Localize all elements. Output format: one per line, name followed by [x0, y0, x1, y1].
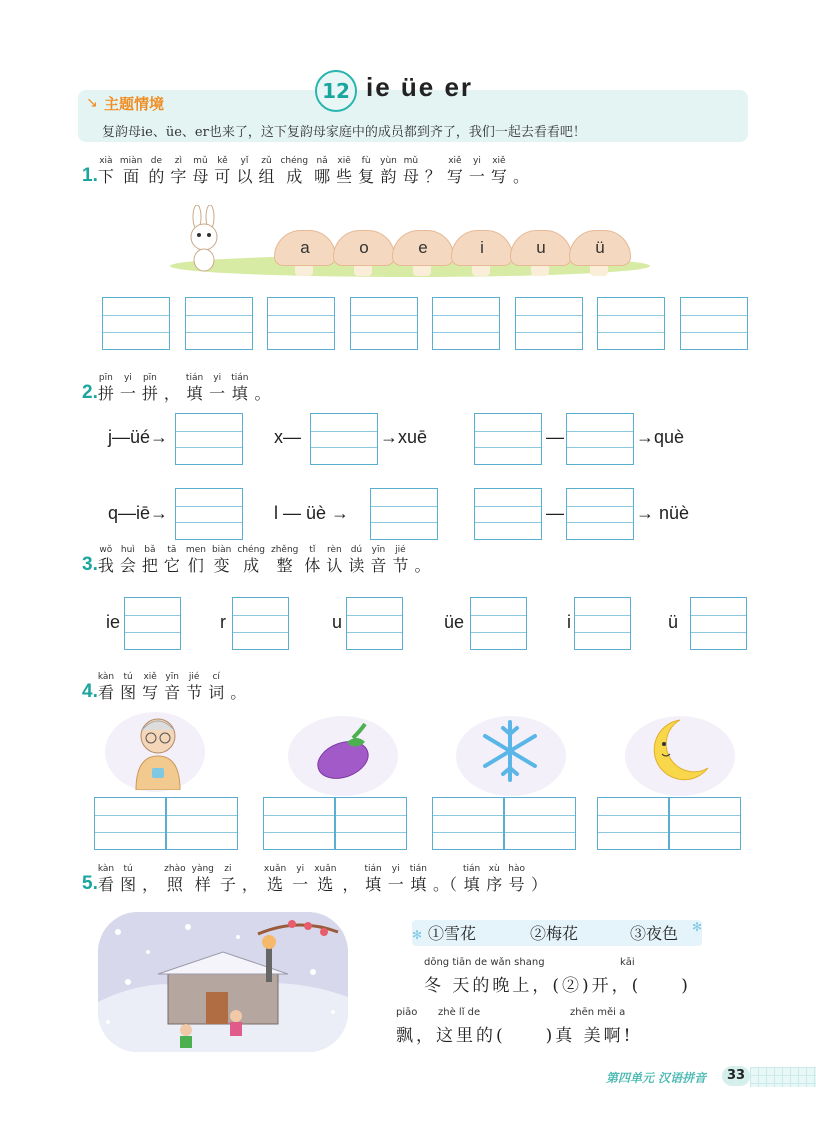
- char-pinyin: xù: [488, 864, 500, 874]
- char-pinyin: tú: [123, 864, 133, 874]
- char-hanzi: 拼: [141, 384, 158, 403]
- grandpa-icon: [128, 712, 188, 790]
- instruction-char: [230, 672, 246, 703]
- char-hanzi: 音: [370, 556, 387, 575]
- instruction-char: [231, 373, 248, 404]
- instruction-char: [370, 545, 386, 576]
- char-pinyin: yīn: [165, 672, 179, 682]
- char-hanzi: 我: [97, 556, 114, 575]
- q1-title: [82, 156, 535, 187]
- theme-label: 主题情境: [104, 95, 165, 113]
- eggplant-icon: [315, 722, 371, 782]
- char-pinyin: zǔ: [261, 156, 272, 166]
- char-pinyin: bǎ: [144, 545, 156, 555]
- char-hanzi: 一: [292, 875, 309, 894]
- q3-item-label: üe: [444, 612, 465, 632]
- char-pinyin: mǔ: [403, 156, 419, 166]
- option-plum-blossom: ②梅花: [530, 924, 579, 943]
- char-pinyin: wǒ: [99, 545, 113, 555]
- char-hanzi: 组: [258, 167, 275, 186]
- char-hanzi: 照: [166, 875, 183, 894]
- q3-item-label: ie: [106, 612, 121, 632]
- instruction-char: [336, 156, 352, 187]
- q1-answer-box[interactable]: [680, 297, 748, 350]
- char-hanzi: 读: [348, 556, 365, 575]
- char-pinyin: zì: [174, 156, 183, 166]
- char-hanzi: 图: [120, 683, 137, 702]
- snowflake-decoration-icon: ✻: [412, 928, 423, 942]
- instruction-char: [364, 864, 381, 895]
- footer-unit: 第四单元 汉语拼音: [606, 1071, 707, 1085]
- instruction-char: [120, 156, 143, 187]
- instruction-char: [348, 545, 364, 576]
- sentence2-pinyin-b: zhè lǐ de: [438, 1007, 481, 1018]
- char-hanzi: 面: [123, 167, 140, 186]
- char-pinyin: jié: [395, 545, 406, 555]
- char-hanzi: 下: [97, 167, 114, 186]
- instruction-char: [186, 672, 202, 703]
- char-hanzi: 图: [120, 875, 137, 894]
- char-pinyin: tǐ: [309, 545, 316, 555]
- sentence2-pinyin-a: piāo: [396, 1007, 418, 1018]
- char-hanzi: 一: [468, 167, 485, 186]
- instruction-char: [98, 864, 114, 895]
- q4-answer-box[interactable]: [263, 797, 335, 850]
- instruction-char: [164, 864, 185, 895]
- q3-answer-box[interactable]: [470, 597, 527, 650]
- crescent-moon-icon: [650, 716, 710, 786]
- instruction-char: [392, 545, 408, 576]
- char-pinyin: zi: [224, 864, 232, 874]
- instruction-char: [209, 373, 225, 404]
- char-pinyin: pīn: [98, 373, 113, 383]
- q1-instruction: [98, 156, 535, 187]
- q3-item-label: r: [220, 612, 226, 632]
- char-hanzi: 变: [213, 556, 230, 575]
- char-pinyin: yi: [123, 373, 132, 383]
- q1-answer-box[interactable]: [102, 297, 170, 350]
- lesson-title: ie üe er: [366, 72, 474, 102]
- char-hanzi: 成: [243, 556, 260, 575]
- instruction-char: [98, 156, 114, 187]
- instruction-char: [342, 864, 358, 895]
- q4-answer-box[interactable]: [166, 797, 238, 850]
- q5-number: 5.: [82, 873, 98, 894]
- char-hanzi: 填: [463, 875, 480, 894]
- instruction-char: [120, 864, 136, 895]
- char-pinyin: tián: [462, 864, 481, 874]
- char-pinyin: yi: [213, 373, 222, 383]
- char-hanzi: 节: [392, 556, 409, 575]
- char-pinyin: tián: [231, 373, 249, 383]
- option-snowflake: ①雪花: [428, 924, 477, 943]
- q5-title: [82, 864, 553, 895]
- char-hanzi: 以: [236, 167, 253, 186]
- char-hanzi: ，: [342, 875, 359, 894]
- char-pinyin: jié: [188, 672, 200, 682]
- char-pinyin: tú: [123, 672, 133, 682]
- char-pinyin: kě: [217, 156, 228, 166]
- instruction-char: [254, 373, 270, 404]
- q4-instruction: [98, 672, 252, 703]
- mushroom-letter: o: [333, 230, 395, 266]
- instruction-char: [410, 864, 427, 895]
- q2-box[interactable]: [566, 413, 634, 465]
- char-pinyin: tā: [167, 545, 177, 555]
- char-hanzi: 看: [97, 875, 114, 894]
- instruction-char: [264, 864, 286, 895]
- sentence2-text: 飘，这里的( )真 美啊!: [396, 1026, 634, 1046]
- char-pinyin: miàn: [119, 156, 143, 166]
- q1-number: 1.: [82, 165, 98, 186]
- q2-box[interactable]: [175, 413, 243, 465]
- char-hanzi: 选: [267, 875, 284, 894]
- char-pinyin: men: [185, 545, 206, 555]
- q2-row2-label-d: —: [546, 503, 564, 523]
- char-pinyin: tián: [409, 864, 427, 874]
- char-pinyin: kàn: [97, 672, 115, 682]
- q3-instruction: [98, 545, 437, 576]
- char-hanzi: 号: [508, 875, 525, 894]
- q3-answer-box[interactable]: [346, 597, 403, 650]
- char-pinyin: yùn: [380, 156, 397, 166]
- char-hanzi: 。: [230, 683, 247, 702]
- option-night-scene: ③夜色: [630, 924, 679, 943]
- instruction-char: [186, 545, 206, 576]
- char-hanzi: ，: [142, 875, 159, 894]
- char-hanzi: 写: [446, 167, 463, 186]
- char-pinyin: zhěng: [270, 545, 299, 555]
- char-hanzi: 认: [326, 556, 343, 575]
- char-pinyin: xuǎn: [314, 864, 337, 874]
- q2-row1-label-c: →xuē: [380, 427, 428, 447]
- instruction-char: [314, 864, 336, 895]
- char-hanzi: 。（: [432, 875, 457, 894]
- q2-row1-label-a: j—üé→: [108, 427, 169, 447]
- instruction-char: [280, 156, 308, 187]
- char-pinyin: yi: [473, 156, 481, 166]
- instruction-char: [463, 864, 480, 895]
- char-hanzi: 。: [414, 556, 431, 575]
- q1-answer-box[interactable]: [350, 297, 418, 350]
- char-hanzi: 选: [317, 875, 334, 894]
- char-hanzi: 整: [276, 556, 293, 575]
- mushroom-letter: i: [451, 230, 513, 266]
- char-hanzi: 的: [148, 167, 165, 186]
- lesson-number-badge: 12: [315, 70, 357, 112]
- char-hanzi: 写: [490, 167, 507, 186]
- instruction-char: [120, 672, 136, 703]
- instruction-char: [164, 545, 180, 576]
- char-pinyin: nǎ: [316, 156, 328, 166]
- instruction-char: [98, 672, 114, 703]
- instruction-char: [142, 672, 158, 703]
- char-pinyin: biàn: [211, 545, 232, 555]
- char-pinyin: huì: [120, 545, 135, 555]
- instruction-char: [98, 545, 114, 576]
- q2-row2-label-a: q—iē→: [108, 503, 169, 523]
- theme-text: 复韵母ie、üe、er也来了，这下复韵母家庭中的成员都到齐了，我们一起去看看吧！: [102, 125, 586, 140]
- char-hanzi: 一: [119, 384, 136, 403]
- char-pinyin: tián: [364, 864, 382, 874]
- arrow-decoration-icon: ↘: [86, 95, 98, 111]
- sentence1-pinyin-b: kāi: [620, 957, 635, 968]
- char-pinyin: fù: [361, 156, 371, 166]
- q4-answer-box[interactable]: [335, 797, 407, 850]
- char-hanzi: 它: [163, 556, 180, 575]
- instruction-char: [403, 156, 419, 187]
- char-hanzi: 把: [141, 556, 158, 575]
- char-hanzi: 会: [119, 556, 136, 575]
- q1-answer-box[interactable]: [267, 297, 335, 350]
- q4-answer-box[interactable]: [432, 797, 504, 850]
- char-hanzi: ）: [530, 875, 547, 894]
- char-hanzi: 们: [187, 556, 204, 575]
- instruction-char: [242, 864, 258, 895]
- char-pinyin: yi: [296, 864, 305, 874]
- char-pinyin: kàn: [97, 864, 115, 874]
- instruction-char: [120, 545, 136, 576]
- instruction-char: [164, 672, 180, 703]
- instruction-char: [258, 156, 274, 187]
- char-hanzi: 一: [209, 384, 226, 403]
- instruction-char: [236, 156, 252, 187]
- char-hanzi: 些: [336, 167, 353, 186]
- instruction-char: [142, 545, 158, 576]
- q1-answer-box[interactable]: [515, 297, 583, 350]
- instruction-char: [214, 156, 230, 187]
- char-pinyin: dú: [350, 545, 363, 555]
- instruction-char: [142, 864, 158, 895]
- q3-answer-box[interactable]: [574, 597, 631, 650]
- q2-title: [82, 373, 276, 404]
- char-hanzi: 可: [214, 167, 231, 186]
- char-hanzi: 词: [208, 683, 225, 702]
- snowflake-icon: [477, 718, 543, 784]
- instruction-char: [380, 156, 397, 187]
- char-hanzi: 一: [387, 875, 404, 894]
- char-pinyin: xiě: [492, 156, 506, 166]
- char-hanzi: 节: [186, 683, 203, 702]
- instruction-char: [98, 373, 114, 404]
- char-pinyin: rèn: [327, 545, 342, 555]
- instruction-char: [513, 156, 529, 187]
- instruction-char: [414, 545, 430, 576]
- q2-box[interactable]: [175, 488, 243, 540]
- char-hanzi: 体: [304, 556, 321, 575]
- char-pinyin: hào: [508, 864, 525, 874]
- char-hanzi: 成: [286, 167, 303, 186]
- char-pinyin: xiě: [448, 156, 462, 166]
- char-pinyin: yǐ: [240, 156, 249, 166]
- char-pinyin: pīn: [142, 373, 157, 383]
- q3-title: [82, 545, 436, 576]
- char-hanzi: 。: [254, 384, 271, 403]
- char-pinyin: yi: [391, 864, 400, 874]
- char-pinyin: de: [150, 156, 162, 166]
- mushroom-letter: ü: [569, 230, 631, 266]
- instruction-char: [447, 156, 463, 187]
- q2-box[interactable]: [370, 488, 438, 540]
- instruction-char: [192, 864, 214, 895]
- instruction-char: [326, 545, 342, 576]
- q1-answer-box[interactable]: [185, 297, 253, 350]
- char-hanzi: 序: [486, 875, 503, 894]
- instruction-char: [469, 156, 485, 187]
- char-hanzi: 拼: [97, 384, 114, 403]
- char-pinyin: tián: [185, 373, 204, 383]
- q4-answer-box[interactable]: [669, 797, 741, 850]
- q3-number: 3.: [82, 554, 98, 575]
- instruction-char: [208, 672, 224, 703]
- q2-instruction: [98, 373, 277, 404]
- q3-item-label: i: [567, 612, 571, 632]
- instruction-char: [192, 156, 208, 187]
- char-hanzi: 填: [365, 875, 382, 894]
- char-pinyin: xià: [99, 156, 113, 166]
- q3-answer-box[interactable]: [690, 597, 747, 650]
- q2-box[interactable]: [474, 413, 542, 465]
- sentence2-pinyin-c: zhēn měi a: [570, 1007, 626, 1018]
- q4-title: [82, 672, 252, 703]
- q5-instruction: [98, 864, 553, 895]
- q4-answer-box[interactable]: [597, 797, 669, 850]
- char-hanzi: 看: [97, 683, 114, 702]
- q2-row1-label-e: →què: [636, 427, 685, 447]
- instruction-char: [358, 156, 374, 187]
- char-hanzi: 母: [402, 167, 419, 186]
- q1-answer-box[interactable]: [432, 297, 500, 350]
- sentence1-pinyin-a: dōng tiān de wǎn shang: [424, 957, 545, 968]
- mushroom-letter: e: [392, 230, 454, 266]
- instruction-char: [148, 156, 164, 187]
- char-hanzi: 复: [358, 167, 375, 186]
- rabbit-icon: [180, 205, 228, 273]
- char-hanzi: 填: [231, 384, 248, 403]
- char-hanzi: 样: [194, 875, 211, 894]
- char-hanzi: ？: [424, 167, 441, 186]
- q4-number: 4.: [82, 681, 98, 702]
- q3-answer-box[interactable]: [124, 597, 181, 650]
- instruction-char: [314, 156, 330, 187]
- q2-row1-label-d: —: [546, 427, 564, 447]
- sentence1-text: 冬 天的晚上，(②)开，( ): [424, 976, 691, 996]
- char-hanzi: 韵: [380, 167, 397, 186]
- instruction-char: [388, 864, 404, 895]
- char-pinyin: yīn: [371, 545, 386, 555]
- mushroom-letter: a: [274, 230, 336, 266]
- instruction-char: [212, 545, 231, 576]
- winter-scene-icon: [98, 912, 348, 1052]
- char-hanzi: 写: [142, 683, 159, 702]
- q4-answer-box[interactable]: [94, 797, 166, 850]
- char-hanzi: 子: [219, 875, 236, 894]
- footer-grid-decoration: [750, 1067, 816, 1087]
- char-pinyin: zhào: [164, 864, 186, 874]
- char-hanzi: 音: [164, 683, 181, 702]
- char-pinyin: chéng: [237, 545, 265, 555]
- q3-answer-box[interactable]: [232, 597, 289, 650]
- char-pinyin: cí: [212, 672, 220, 682]
- char-hanzi: 。: [512, 167, 529, 186]
- instruction-char: [491, 156, 507, 187]
- instruction-char: [237, 545, 265, 576]
- q2-box[interactable]: [566, 488, 634, 540]
- char-pinyin: mǔ: [193, 156, 208, 166]
- instruction-char: [433, 864, 457, 895]
- char-hanzi: 哪: [314, 167, 331, 186]
- instruction-char: [292, 864, 308, 895]
- instruction-char: [425, 156, 441, 187]
- char-pinyin: yàng: [191, 864, 214, 874]
- mushroom-letter: u: [510, 230, 572, 266]
- snowflake-decoration-icon: ✻: [692, 920, 703, 934]
- char-pinyin: xuǎn: [263, 864, 287, 874]
- q2-row1-label-b: x—: [274, 427, 301, 447]
- q2-row2-label-e: → nüè: [636, 503, 690, 523]
- instruction-char: [164, 373, 180, 404]
- instruction-char: [170, 156, 186, 187]
- char-hanzi: ，: [241, 875, 258, 894]
- q2-box[interactable]: [310, 413, 378, 465]
- instruction-char: [271, 545, 298, 576]
- instruction-char: [508, 864, 525, 895]
- q3-item-label: u: [332, 612, 343, 632]
- instruction-char: [304, 545, 320, 576]
- instruction-char: [220, 864, 236, 895]
- char-pinyin: chéng: [280, 156, 309, 166]
- instruction-char: [186, 373, 203, 404]
- q2-number: 2.: [82, 382, 98, 403]
- page-number: 33: [722, 1066, 750, 1086]
- winter-night-picture: [98, 912, 348, 1052]
- instruction-char: [486, 864, 502, 895]
- q1-answer-box[interactable]: [597, 297, 665, 350]
- q3-item-label: ü: [668, 612, 679, 632]
- char-hanzi: 母: [192, 167, 209, 186]
- q2-box[interactable]: [474, 488, 542, 540]
- char-hanzi: 填: [186, 384, 203, 403]
- q4-answer-box[interactable]: [504, 797, 576, 850]
- char-pinyin: xiě: [143, 672, 157, 682]
- instruction-char: [531, 864, 547, 895]
- char-hanzi: 字: [170, 167, 187, 186]
- instruction-char: [142, 373, 158, 404]
- q2-row2-label-b: l — üè →: [274, 503, 350, 523]
- instruction-char: [120, 373, 136, 404]
- char-hanzi: 填: [410, 875, 427, 894]
- char-hanzi: ，: [163, 384, 180, 403]
- char-pinyin: xiē: [337, 156, 351, 166]
